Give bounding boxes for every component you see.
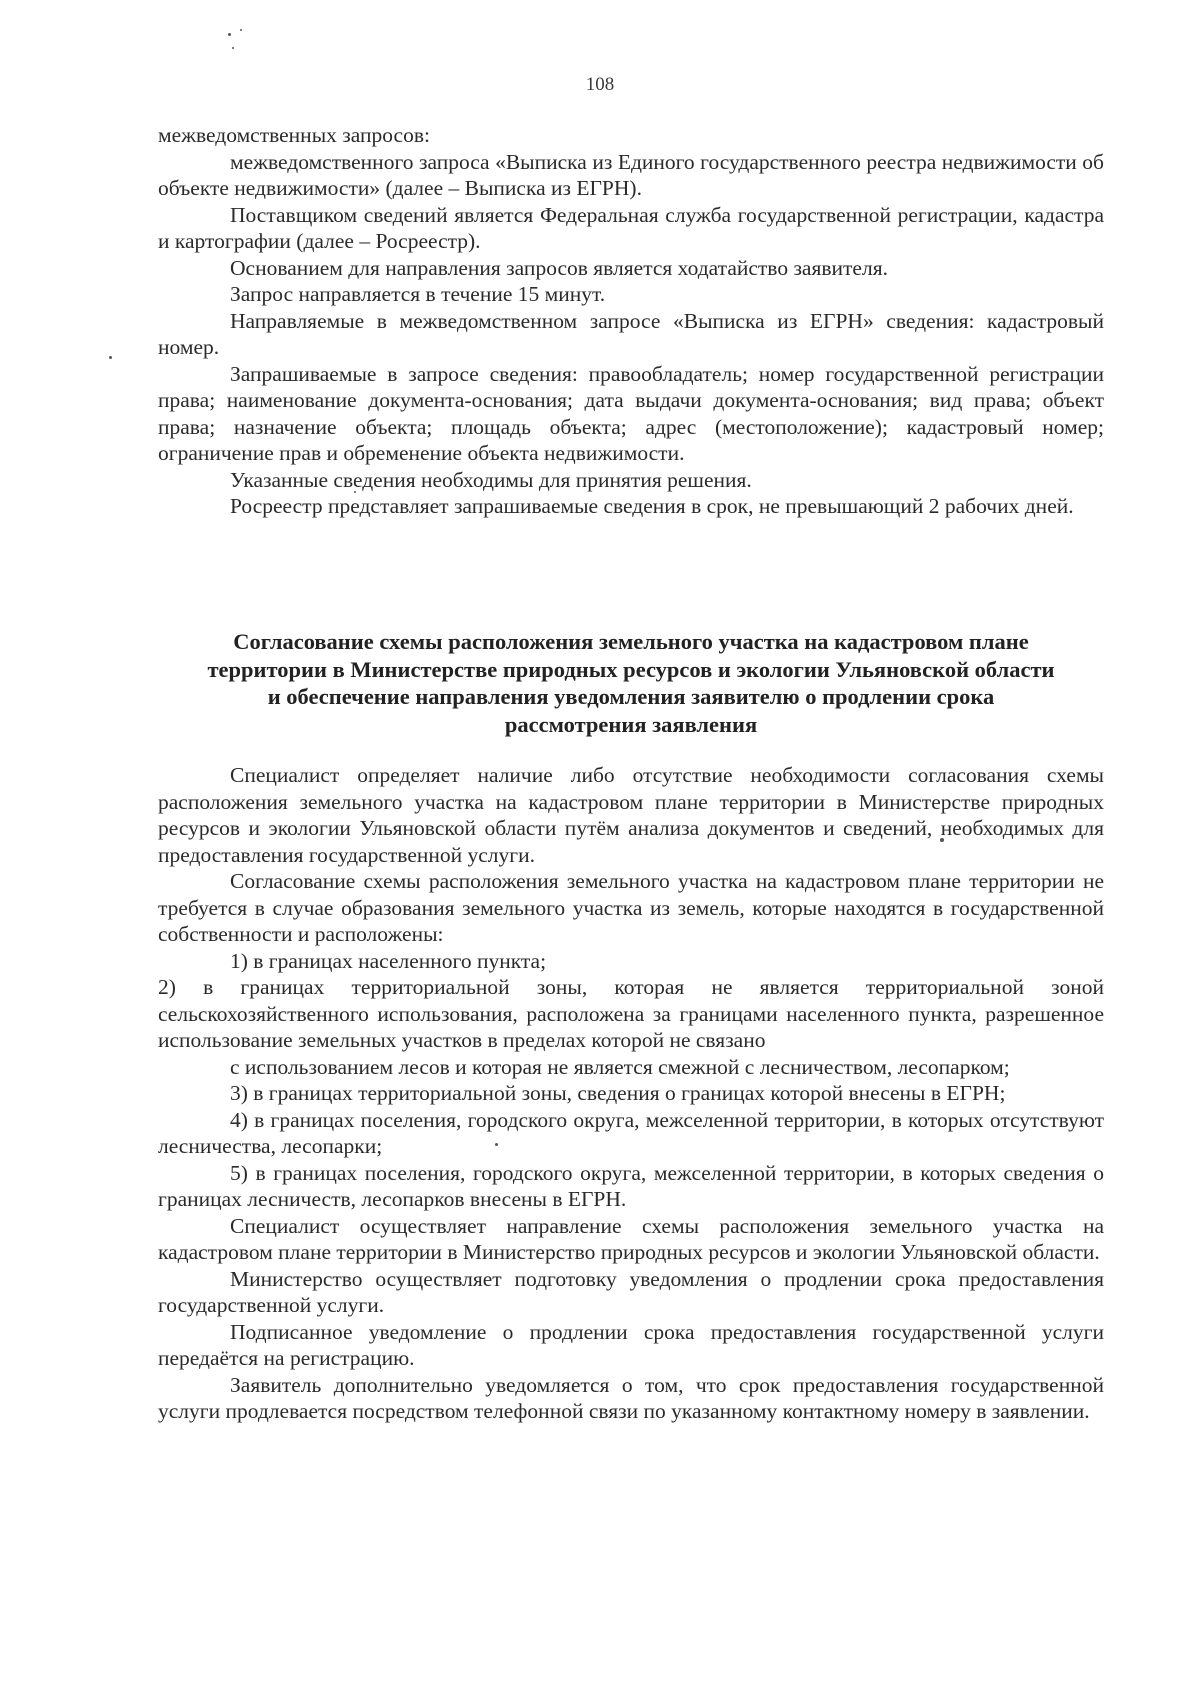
- section-heading: [158, 628, 1104, 738]
- paragraph: Специалист осуществляет направление схемы расположения земельного участка на кадастровом плане территории в Министерство природных ресурсов и экологии Ульяновской области.: [158, 1213, 1104, 1264]
- list-item: 1) в границах населенного пункта;: [230, 948, 547, 973]
- section-heading-line: территории в Министерстве природных ресурсов и экологии Ульяновской области: [207, 656, 1055, 682]
- paragraph: Заявитель дополнительно уведомляется о том, что срок предоставления государственной услуги продлевается посредством телефонной связи по указанному контактному номеру в заявлении.: [158, 1372, 1104, 1423]
- scan-speck: [228, 33, 231, 36]
- section-heading-line: и обеспечение направления уведомления заявителю о продлении срока: [267, 684, 995, 709]
- paragraph: Указанные сведения необходимы для принятия решения.: [230, 467, 752, 492]
- paragraph: межведомственных запросов:: [158, 123, 430, 147]
- paragraph: Основанием для направления запросов является ходатайство заявителя.: [230, 255, 888, 280]
- bottom-text-block: [158, 762, 1104, 1425]
- scan-speck: [240, 29, 242, 31]
- paragraph: Поставщиком сведений является Федеральная служба государственной регистрации, кадастра и картографии (далее – Росреестр).: [158, 202, 1104, 253]
- paragraph: Росреестр представляет запрашиваемые сведения в срок, не превышающий 2 рабочих дней.: [230, 494, 1074, 518]
- section-heading-line: Согласование схемы расположения земельного участка на кадастровом плане: [233, 629, 1029, 654]
- paragraph: с использованием лесов и которая не является смежной с лесничеством, лесопарком;: [230, 1054, 1010, 1079]
- paragraph: Запрос направляется в течение 15 минут.: [230, 282, 606, 306]
- scan-speck: [232, 47, 234, 49]
- list-item: 4) в границах поселения, городского округа, межселенной территории, в которых отсутствуют лесничества, лесопарки;: [158, 1107, 1104, 1158]
- paragraph: межведомственного запроса «Выписка из Единого государственного реестра недвижимости об объекте недвижимости» (далее – Выписка из ЕГРН).: [158, 149, 1104, 200]
- page-number: 108: [585, 74, 615, 95]
- paragraph: Согласование схемы расположения земельного участка на кадастровом плане территории не требуется в случае образования земельного участка из земель, которые находятся в государственной собственности и расположены:: [158, 869, 1104, 946]
- paragraph: Специалист определяет наличие либо отсутствие необходимости согласования схемы расположения земельного участка на кадастровом плане территории в Министерстве природных ресурсов и экологии Ульяновской области путём анализа документов и сведений, необходимых для предоставления государственной услуги.: [158, 763, 1104, 867]
- list-item: 3) в границах территориальной зоны, сведения о границах которой внесены в ЕГРН;: [230, 1081, 1006, 1105]
- list-item: 2) в границах территориальной зоны, которая не является территориальной зоной сельскохозяйственного использования, расположена за границами населенного пункта, разрешенное использование земельных участков в пределах которой не связано: [158, 975, 1104, 1052]
- list-item: 5) в границах поселения, городского округа, межселенной территории, в которых сведения о границах лесничеств, лесопарков внесены в ЕГРН.: [158, 1160, 1104, 1211]
- paragraph: Подписанное уведомление о продлении срока предоставления государственной услуги передаётся на регистрацию.: [158, 1319, 1104, 1370]
- paragraph: Направляемые в межведомственном запросе «Выписка из ЕГРН» сведения: кадастровый номер.: [158, 308, 1104, 359]
- paragraph: Запрашиваемые в запросе сведения: правообладатель; номер государственной регистрации права; наименование документа-основания; дата выдачи документа-основания; вид права; объект права; назначение объекта; площадь объекта; адрес (местоположение); кадастровый номер; ограничение прав и обременение объекта недвижимости.: [158, 361, 1104, 465]
- section-heading-line: рассмотрения заявления: [504, 711, 758, 737]
- scan-speck: [109, 356, 112, 359]
- top-text-block: [158, 122, 1104, 520]
- paragraph: Министерство осуществляет подготовку уведомления о продлении срока предоставления государственной услуги.: [158, 1266, 1104, 1317]
